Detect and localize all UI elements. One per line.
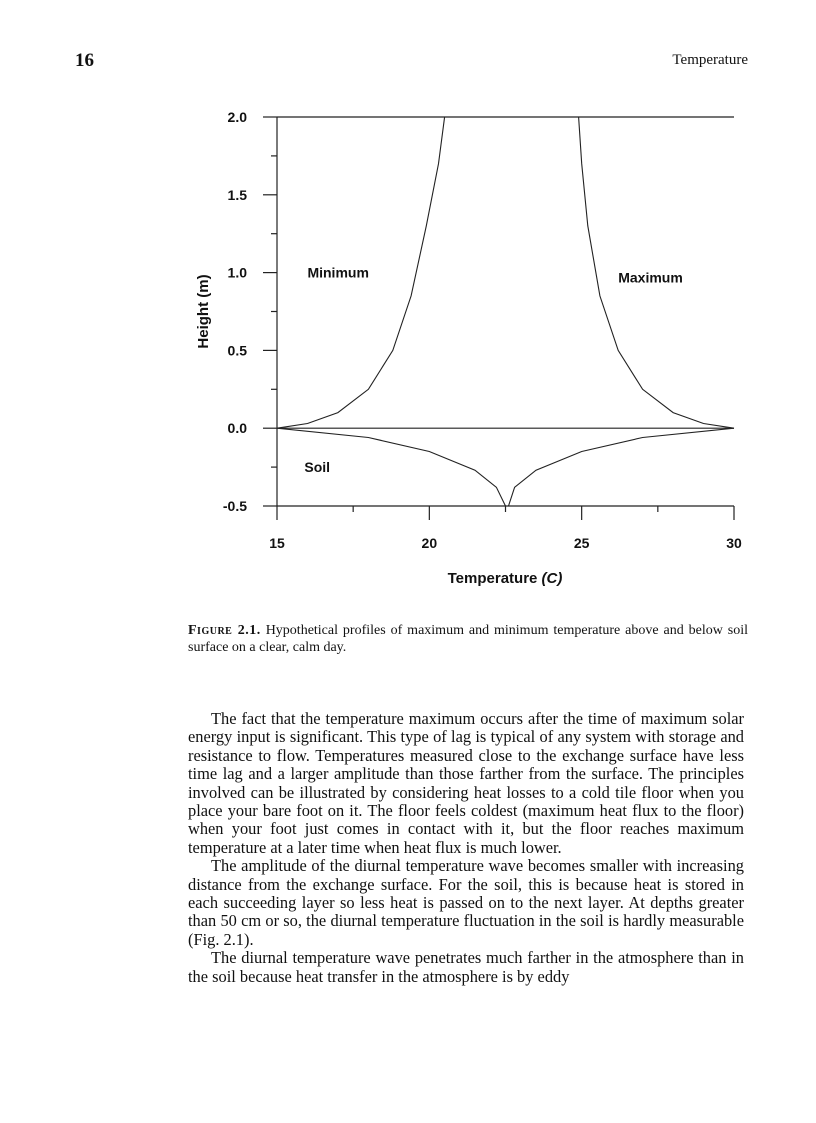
chart-curves [277, 117, 734, 506]
annotation-maximum: Maximum [618, 269, 683, 286]
x-tick-label: 30 [726, 535, 742, 551]
y-tick-label: 0.5 [227, 342, 247, 359]
x-tick-label: 15 [269, 535, 285, 551]
chart-axes [263, 117, 734, 520]
figure-caption [188, 622, 748, 656]
x-tick-label: 25 [573, 535, 590, 551]
body-text [188, 710, 744, 986]
annotation-minimum: Minimum [307, 264, 369, 281]
x-tick-label: 20 [421, 535, 438, 551]
figure-caption-text: Hypothetical profiles of maximum and minimum temperature above and below soil surface on a clear, calm day. [188, 623, 748, 655]
paragraph-3: The diurnal temperature wave penetrates much farther in the atmosphere than in the soil because heat transfer in the atmosphere is by eddy [188, 948, 744, 986]
curve-maximum-soil [509, 428, 735, 506]
figure-caption-label: Figure 2.1. [188, 623, 261, 638]
x-axis-title-text: Temperature [447, 570, 542, 587]
y-tick-label: 0.0 [227, 420, 247, 437]
annotation-soil: Soil [304, 459, 331, 476]
y-tick-label: -0.5 [222, 498, 247, 514]
paragraph-1: The fact that the temperature maximum occurs after the time of maximum solar energy input is significant. This type of lag is typical of any system with storage and resistance to flow. Temperatures measured close to the exchange surface have less time lag and a larger amplitude than those farther from the surface. The principles involved can be illustrated by considering heat losses to a cold tile floor when you place your bare foot on it. The floor feels coldest (maximum heat flux to the floor) when your foot just comes in contact with it, but the floor reaches maximum temperature at a later time when heat flux is much lower. [188, 709, 744, 857]
y-axis-title: Height (m) [195, 274, 212, 349]
page-number: 16 [75, 50, 94, 71]
paragraph-2: The amplitude of the diurnal temperature wave becomes smaller with increasing distance from the exchange surface. For the soil, this is because heat is stored in each succeeding layer so less heat is passed on to the next layer. At depths greater than 50 cm or so, the diurnal temperature fluctuation in the soil is hardly measurable (Fig. 2.1). [188, 856, 744, 949]
x-axis-title [448, 570, 563, 587]
y-tick-label: 2.0 [227, 109, 247, 125]
y-tick-label: 1.0 [227, 264, 247, 281]
y-tick-label: 1.5 [227, 186, 247, 203]
running-head: Temperature [672, 52, 748, 68]
x-axis-title-unit: (C) [541, 570, 563, 587]
